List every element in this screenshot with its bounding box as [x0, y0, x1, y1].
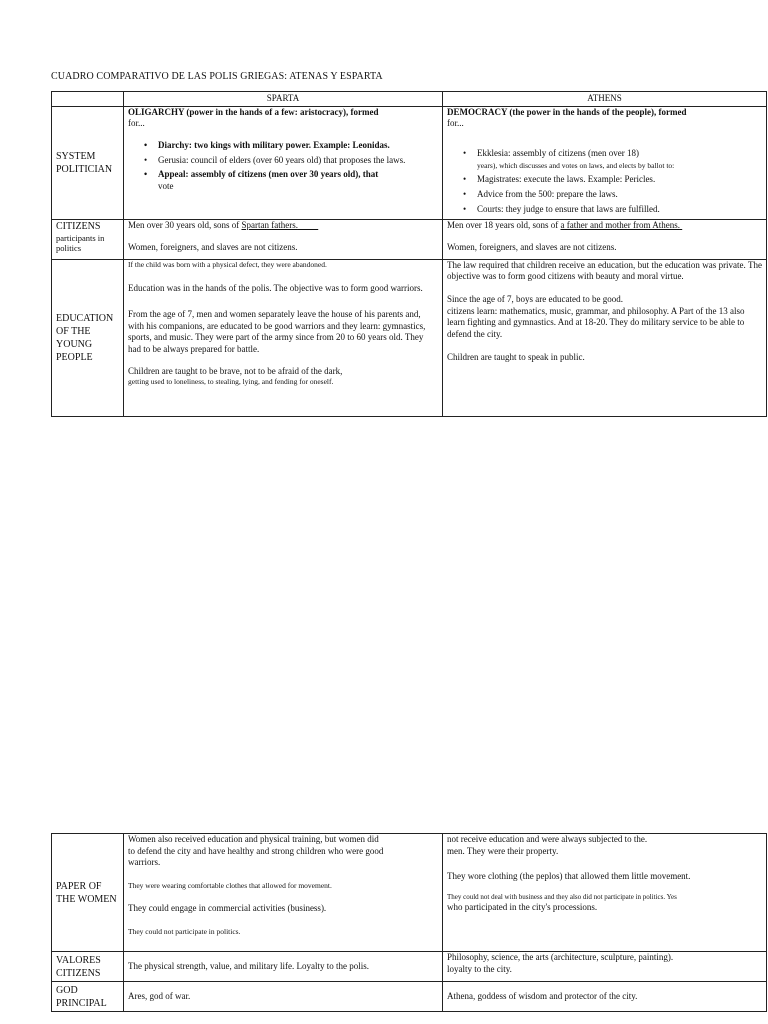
document-title: CUADRO COMPARATIVO DE LAS POLIS GRIEGAS: ATENAS Y ESPARTA — [51, 71, 383, 82]
sparta-god: Ares, god of war. — [128, 990, 191, 1001]
athens-ekklesia: Ekklesia: assembly of citizens (men over 18) — [477, 148, 639, 159]
row-women — [52, 834, 767, 952]
row-values — [52, 952, 767, 982]
athens-values-b: loyalty to the city. — [447, 963, 512, 974]
athens-system-list — [447, 148, 762, 215]
sparta-system-intro: OLIGARCHY (power in the hands of a few: aristocracy), formed — [128, 106, 379, 117]
athens-ekklesia-cont: years), which discusses and votes on laws, and elects by ballot to: — [477, 160, 675, 170]
list-item: • Gerusia: council of elders (over 60 years old) that proposes the laws. — [158, 155, 438, 167]
row-label-education: EDUCATION OF THE YOUNG PEOPLE — [52, 259, 124, 416]
sparta-women-1: Women also received education and physical training, but women did — [128, 834, 379, 844]
athens-citizens-u: a father and mother from Athens. — [560, 219, 680, 230]
athens-edu-4: Children are taught to speak in public. — [447, 351, 585, 362]
athens-women-5: who participated in the city's processions. — [447, 902, 598, 913]
athens-women-3: They wore clothing (the peplos) that allowed them little movement. — [447, 871, 691, 882]
cell-values-sparta — [124, 952, 443, 982]
comparison-table-top — [51, 91, 767, 417]
sparta-women-4: They were wearing comfortable clothes that allowed for movement. — [128, 881, 332, 891]
athens-citizens-a: Men over 18 years old, sons of — [447, 219, 561, 230]
cell-women-sparta — [124, 834, 443, 952]
sparta-citizens-u: Spartan fathers. — [241, 219, 298, 230]
header-empty — [52, 92, 124, 107]
list-item: • Diarchy: two kings with military power. Example: Leonidas. — [158, 140, 438, 152]
row-label-system: SYSTEM POLITICIAN — [52, 106, 124, 219]
list-item: • Courts: they judge to ensure that laws are fulfilled. — [477, 204, 762, 216]
sparta-women-2: to defend the city and have healthy and strong children who were good — [128, 845, 384, 856]
list-item: • Appeal: assembly of citizens (men over 30 years old), that — [158, 169, 438, 181]
row-label-god: GOD PRINCIPAL — [52, 982, 124, 1012]
sparta-women-5: They could engage in commercial activities (business). — [128, 902, 327, 913]
list-item — [477, 148, 762, 171]
athens-women-2: men. They were their property. — [447, 845, 559, 856]
sparta-women-6: They could not participate in politics. — [128, 926, 241, 936]
row-label-citizens — [52, 219, 124, 259]
row-god — [52, 982, 767, 1012]
sparta-edu-5: getting used to loneliness, to stealing, lying, and fending for oneself. — [128, 377, 334, 387]
athens-women-4: They could not deal with business and they also did not participate in politics. Yes — [447, 893, 677, 902]
row-education — [52, 259, 767, 416]
cell-citizens-sparta — [124, 219, 443, 259]
cell-values-athens — [443, 952, 767, 982]
header-sparta: SPARTA — [124, 92, 443, 107]
cell-god-athens — [443, 982, 767, 1012]
cell-women-athens — [443, 834, 767, 952]
athens-system-for: for... — [447, 118, 464, 129]
cell-citizens-athens — [443, 219, 767, 259]
athens-edu-2: Since the age of 7, boys are educated to be good. — [447, 293, 623, 304]
sparta-system-list — [128, 140, 438, 181]
row-system — [52, 106, 767, 219]
cell-god-sparta — [124, 982, 443, 1012]
sparta-citizens-a: Men over 30 years old, sons of — [128, 219, 242, 230]
list-item: • Magistrates: execute the laws. Example: Pericles. — [477, 174, 762, 186]
athens-women-1: not receive education and were always subjected to the. — [447, 834, 648, 844]
sparta-edu-4: Children are taught to be brave, not to be afraid of the dark, — [128, 365, 343, 376]
row-citizens — [52, 219, 767, 259]
athens-citizens-b: Women, foreigners, and slaves are not citizens. — [447, 242, 617, 253]
header-row — [52, 92, 767, 107]
cell-system-athens — [443, 106, 767, 219]
sparta-women-3: warriors. — [128, 857, 161, 868]
header-athens: ATHENS — [443, 92, 767, 107]
athens-system-intro: DEMOCRACY (the power in the hands of the people), formed — [447, 106, 687, 117]
cell-education-sparta — [124, 259, 443, 416]
athens-god: Athena, goddess of wisdom and protector of the city. — [447, 990, 638, 1001]
athens-edu-3: citizens learn: mathematics, music, grammar, and philosophy. A Part of the 13 also learn fighting and gymnastics. And at 18-20. They do military service to be able to defend the city. — [447, 305, 745, 339]
athens-edu-1: The law required that children receive an education, but the education was private. The objective was to form good citizens with beauty and moral virtue. — [447, 259, 762, 282]
sparta-edu-3: From the age of 7, men and women separately leave the house of his parents and, with his companions, are educated to be good warriors and they learn: gymnastics, sports, and music. They were part of the army since from 20 to 60 years old. They had to be always prepared for battle. — [128, 308, 426, 354]
sparta-edu-2: Education was in the hands of the polis. The objective was to form good warriors. — [128, 283, 423, 294]
sparta-edu-1: If the child was born with a physical defect, they were abandoned. — [128, 259, 327, 269]
sparta-system-for: for... — [128, 118, 145, 129]
athens-values-a: Philosophy, science, the arts (architecture, sculpture, painting). — [447, 952, 674, 962]
row-label-values: VALORES CITIZENS — [52, 952, 124, 982]
comparison-table-bottom — [51, 833, 767, 1012]
list-item: • Advice from the 500: prepare the laws. — [477, 189, 762, 201]
sparta-citizens-b: Women, foreigners, and slaves are not citizens. — [128, 242, 298, 253]
row-label-women: PAPER OF THE WOMEN — [52, 834, 124, 952]
sparta-values: The physical strength, value, and military life. Loyalty to the polis. — [128, 960, 369, 971]
cell-system-sparta — [124, 106, 443, 219]
cell-education-athens — [443, 259, 767, 416]
citizens-sublabel: participants in politics — [56, 232, 105, 254]
sparta-system-vote: vote — [158, 181, 174, 192]
citizens-label: CITIZENS — [56, 220, 101, 232]
